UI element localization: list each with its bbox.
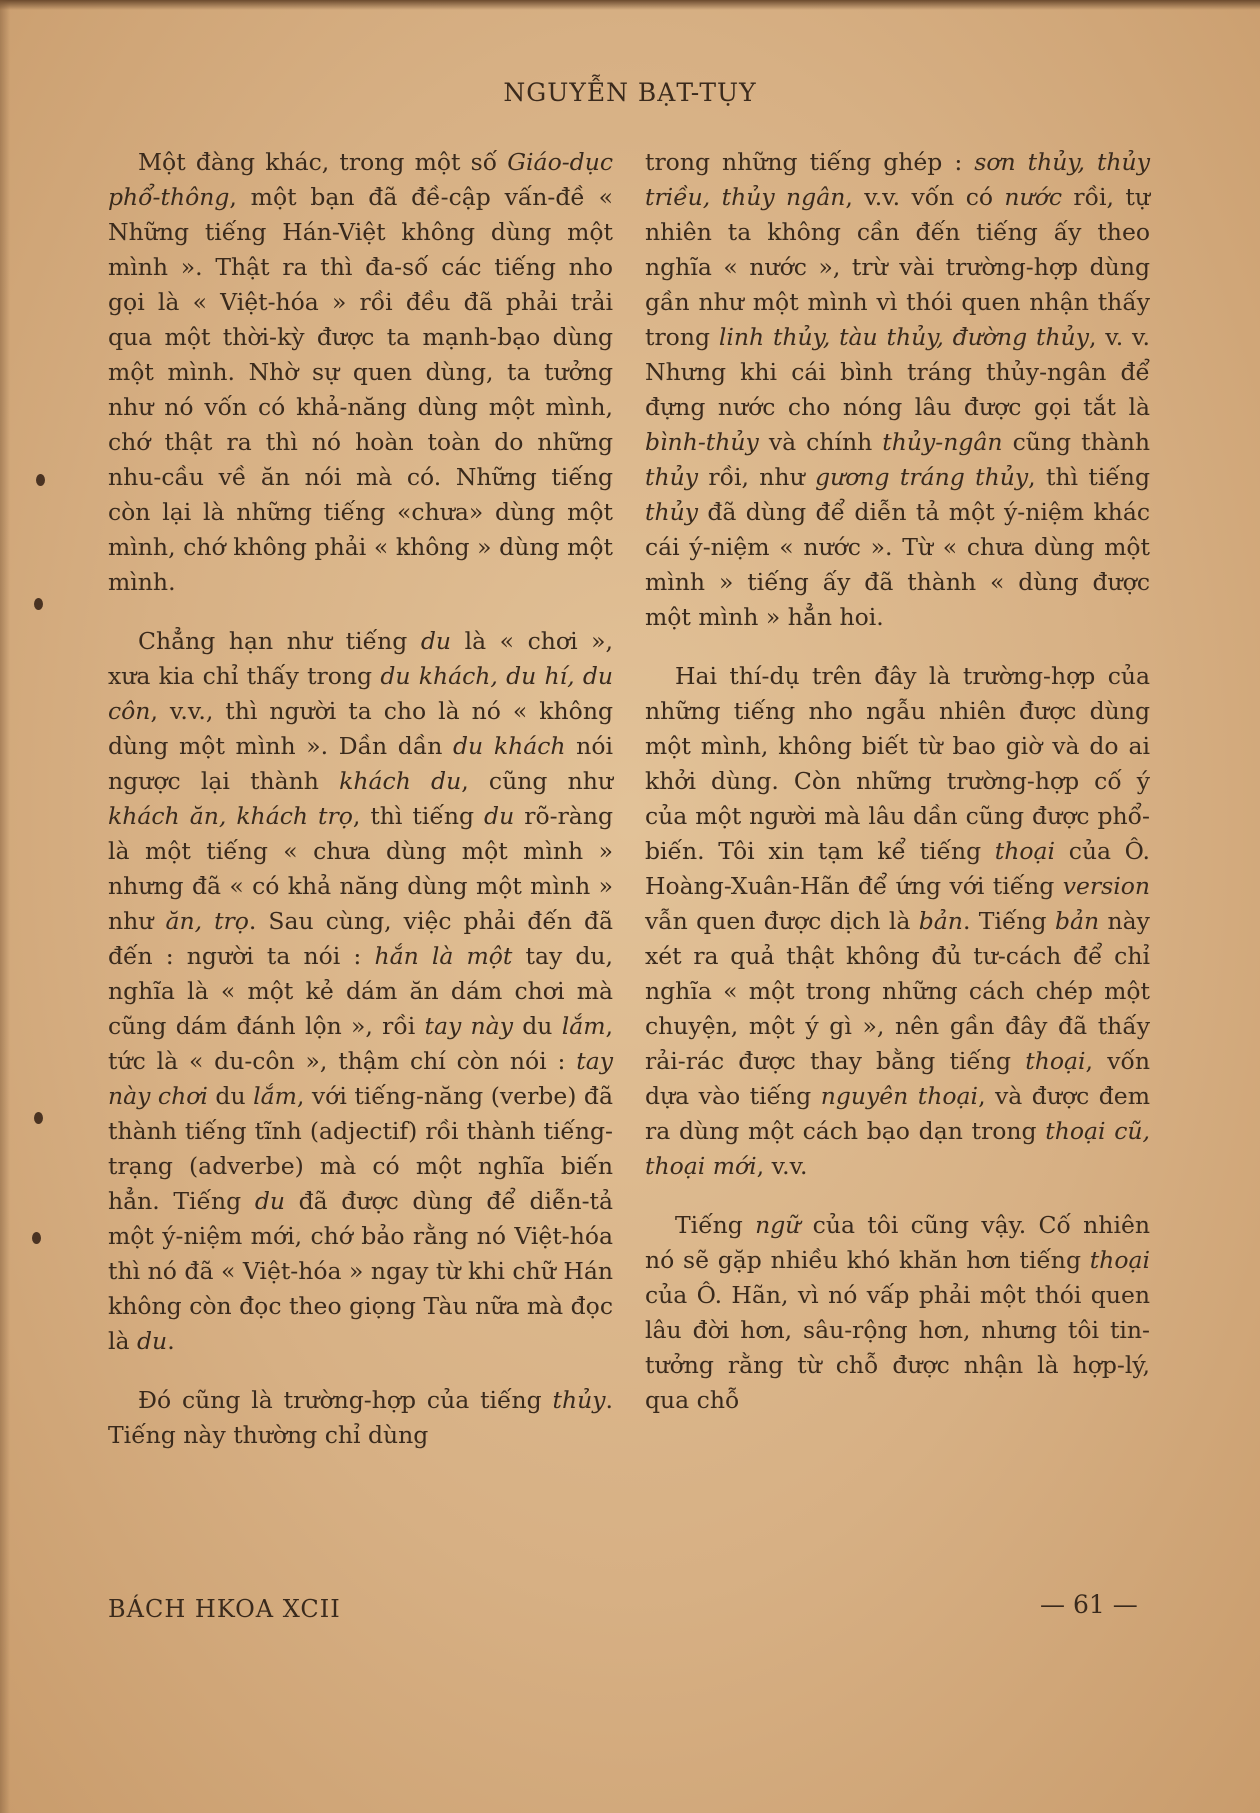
page-left-edge xyxy=(0,0,10,1813)
margin-mark xyxy=(32,1232,41,1244)
text-run: du xyxy=(512,1012,562,1040)
text-run: , tức là « du-côn », thậm chí còn nói : xyxy=(108,1012,614,1075)
page-header: NGUYỄN BẠT-TỤY xyxy=(503,78,757,107)
margin-mark xyxy=(34,598,43,610)
text-run: đã dùng để diễn tả một ý-niệm khác cái ý-niệm « nước ». Từ « chưa dùng một mình » tiếng ấy đã thành « dùng được một mình » hẳn hoi. xyxy=(645,498,1150,631)
text-run: , một bạn đã đề-cập vấn-đề « Những tiếng Hán-Việt không dùng một mình ». Thật ra thì đa-số các tiếng nho gọi là « Việt-hóa » rồi đều đã phải trải qua một thời-kỳ được ta mạnh-bạo dùng một mình. Nhờ sự quen dùng, ta tưởng như nó vốn có khả-năng dùng một mình, chớ thật ra thì nó hoàn toàn do những nhu-cầu về ăn nói mà có. Những tiếng còn lại là những tiếng «chưa» dùng một mình, chớ không phải « không » dùng một mình. xyxy=(108,183,613,596)
text-run: của Ô. Hãn, vì nó vấp phải một thói quen lâu đời hơn, sâu-rộng hơn, nhưng tôi tin-tưởng rằng từ chỗ được nhận là hợp-lý, qua chỗ xyxy=(645,1281,1150,1414)
text-run: này xét ra quả thật không đủ tư-cách để chỉ nghĩa « một trong những cách chép một chuyện, một ý gì », nên gần đây đã thấy rải-rác được thay bằng tiếng xyxy=(645,907,1150,1075)
italic-term: thủy-ngân xyxy=(882,428,1003,456)
italic-term: bản xyxy=(918,907,963,935)
text-run: , v.v. xyxy=(756,1152,808,1180)
text-run: , v.v. vốn có xyxy=(845,183,1005,211)
italic-term: du xyxy=(137,1327,168,1355)
italic-term: thoại cũ, thoại mới xyxy=(645,1117,1150,1180)
italic-term: tay này chơi xyxy=(108,1047,613,1110)
italic-term: nước xyxy=(1004,183,1063,211)
italic-term: thoại xyxy=(1025,1047,1086,1075)
paragraph xyxy=(645,1208,1150,1418)
italic-term: khách du xyxy=(339,767,462,795)
text-run: là « chơi », xưa kia chỉ thấy trong xyxy=(108,627,613,690)
italic-term: du khách xyxy=(453,732,566,760)
italic-term: thủy xyxy=(645,498,698,526)
italic-term: Giáo-dục phổ-thông xyxy=(108,148,613,211)
text-run: . Tiếng này thường chỉ dùng xyxy=(108,1386,613,1449)
page-number: — 61 — xyxy=(1040,1590,1138,1619)
text-run: , với tiếng-năng (verbe) đã thành tiếng tĩnh (adjectif) rồi thành tiếng-trạng (adverbe) mà có một nghĩa biến hẳn. Tiếng xyxy=(108,1082,613,1215)
text-run: rồi, như xyxy=(698,463,816,491)
paragraph xyxy=(645,659,1150,1184)
text-run: trong những tiếng ghép : xyxy=(645,148,975,176)
text-run: Tiếng xyxy=(675,1211,756,1239)
italic-term: ngữ xyxy=(755,1211,801,1239)
italic-term: thoại xyxy=(1089,1246,1150,1274)
text-run: rõ-ràng là một tiếng « chưa dùng một mình » nhưng đã « có khả năng dùng một mình » như xyxy=(108,802,613,935)
text-run: , v.v., thì người ta cho là nó « không dùng một mình ». Dần dần xyxy=(108,697,613,760)
italic-term: ăn, trọ xyxy=(165,907,249,935)
margin-mark xyxy=(34,1112,43,1124)
paragraph xyxy=(108,1383,613,1453)
text-run: tay du, nghĩa là « một kẻ dám ăn dám chơi mà cũng dám đánh lộn », rồi xyxy=(108,942,613,1040)
italic-term: du xyxy=(484,802,515,830)
text-run: rồi, tự nhiên ta không cần đến tiếng ấy theo nghĩa « nước », trừ vài trường-hợp dùng gần như một mình vì thói quen nhận thấy trong xyxy=(645,183,1150,351)
text-run: nói ngược lại thành xyxy=(108,732,613,795)
text-run: vẫn quen được dịch là xyxy=(645,907,919,935)
text-run: Đó cũng là trường-hợp của tiếng xyxy=(138,1386,553,1414)
text-run: , và được đem ra dùng một cách bạo dạn trong xyxy=(645,1082,1150,1145)
italic-term: bản xyxy=(1054,907,1100,935)
margin-mark xyxy=(36,474,45,486)
paragraph xyxy=(108,145,613,600)
text-run: , thì tiếng xyxy=(352,802,485,830)
text-run: Hai thí-dụ trên đây là trường-hợp của những tiếng nho ngẫu nhiên được dùng một mình, không biết từ bao giờ và do ai khởi dùng. Còn những trường-hợp cố ý của một người mà lâu dần cũng được phổ-biến. Tôi xin tạm kể tiếng xyxy=(645,662,1150,865)
paragraph xyxy=(645,145,1150,635)
footer-publication: BÁCH HKOA XCII xyxy=(108,1595,341,1623)
text-run: , thì tiếng xyxy=(1028,463,1150,491)
italic-term: thủy xyxy=(552,1386,606,1414)
text-run: , vốn dựa vào tiếng xyxy=(645,1047,1151,1110)
text-run: đã được dùng để diễn-tả một ý-niệm mới, chớ bảo rằng nó Việt-hóa thì nó đã « Việt-hóa » ngay từ khi chữ Hán không còn đọc theo giọng Tàu nữa mà đọc là xyxy=(108,1187,613,1355)
italic-term: version xyxy=(1062,872,1150,900)
paragraph xyxy=(108,624,613,1359)
italic-term: khách ăn, khách trọ xyxy=(108,802,353,830)
text-run: cũng thành xyxy=(1002,428,1150,456)
right-text-column xyxy=(645,145,1150,1442)
text-run: . Sau cùng, việc phải đến đã đến : người ta nói : xyxy=(108,907,614,970)
italic-term: du xyxy=(420,627,452,655)
text-run: , v. v. Nhưng khi cái bình tráng thủy-ngân để đựng nước cho nóng lâu được gọi tắt là xyxy=(645,323,1151,421)
left-text-column xyxy=(108,145,613,1477)
page-top-edge xyxy=(0,0,1260,10)
italic-term: tay này xyxy=(424,1012,513,1040)
italic-term: thoại xyxy=(994,837,1056,865)
text-run: Một đàng khác, trong một số xyxy=(138,148,508,176)
italic-term: gương tráng thủy xyxy=(815,463,1029,491)
text-run: du xyxy=(207,1082,254,1110)
text-run: Chẳng hạn như tiếng xyxy=(138,627,421,655)
italic-term: bình-thủy xyxy=(645,428,759,456)
italic-term: thủy xyxy=(645,463,698,491)
italic-term: du khách, du hí, du côn xyxy=(108,662,614,725)
italic-term: hắn là một xyxy=(374,942,513,970)
italic-term: nguyên thoại xyxy=(820,1082,979,1110)
italic-term: linh thủy, tàu thủy, đường thủy xyxy=(718,323,1089,351)
italic-term: lắm xyxy=(561,1012,606,1040)
italic-term: du xyxy=(254,1187,285,1215)
text-run: . Tiếng xyxy=(962,907,1055,935)
text-run: , cũng như xyxy=(461,767,613,795)
text-run: của tôi cũng vậy. Cố nhiên nó sẽ gặp nhiều khó khăn hơn tiếng xyxy=(645,1211,1150,1274)
italic-term: lắm xyxy=(253,1082,297,1110)
italic-term: sơn thủy, thủy triều, thủy ngân xyxy=(645,148,1150,211)
text-run: . xyxy=(167,1327,175,1355)
text-run: của Ô. Hoàng-Xuân-Hãn để ứng với tiếng xyxy=(645,837,1150,900)
text-run: và chính xyxy=(758,428,883,456)
